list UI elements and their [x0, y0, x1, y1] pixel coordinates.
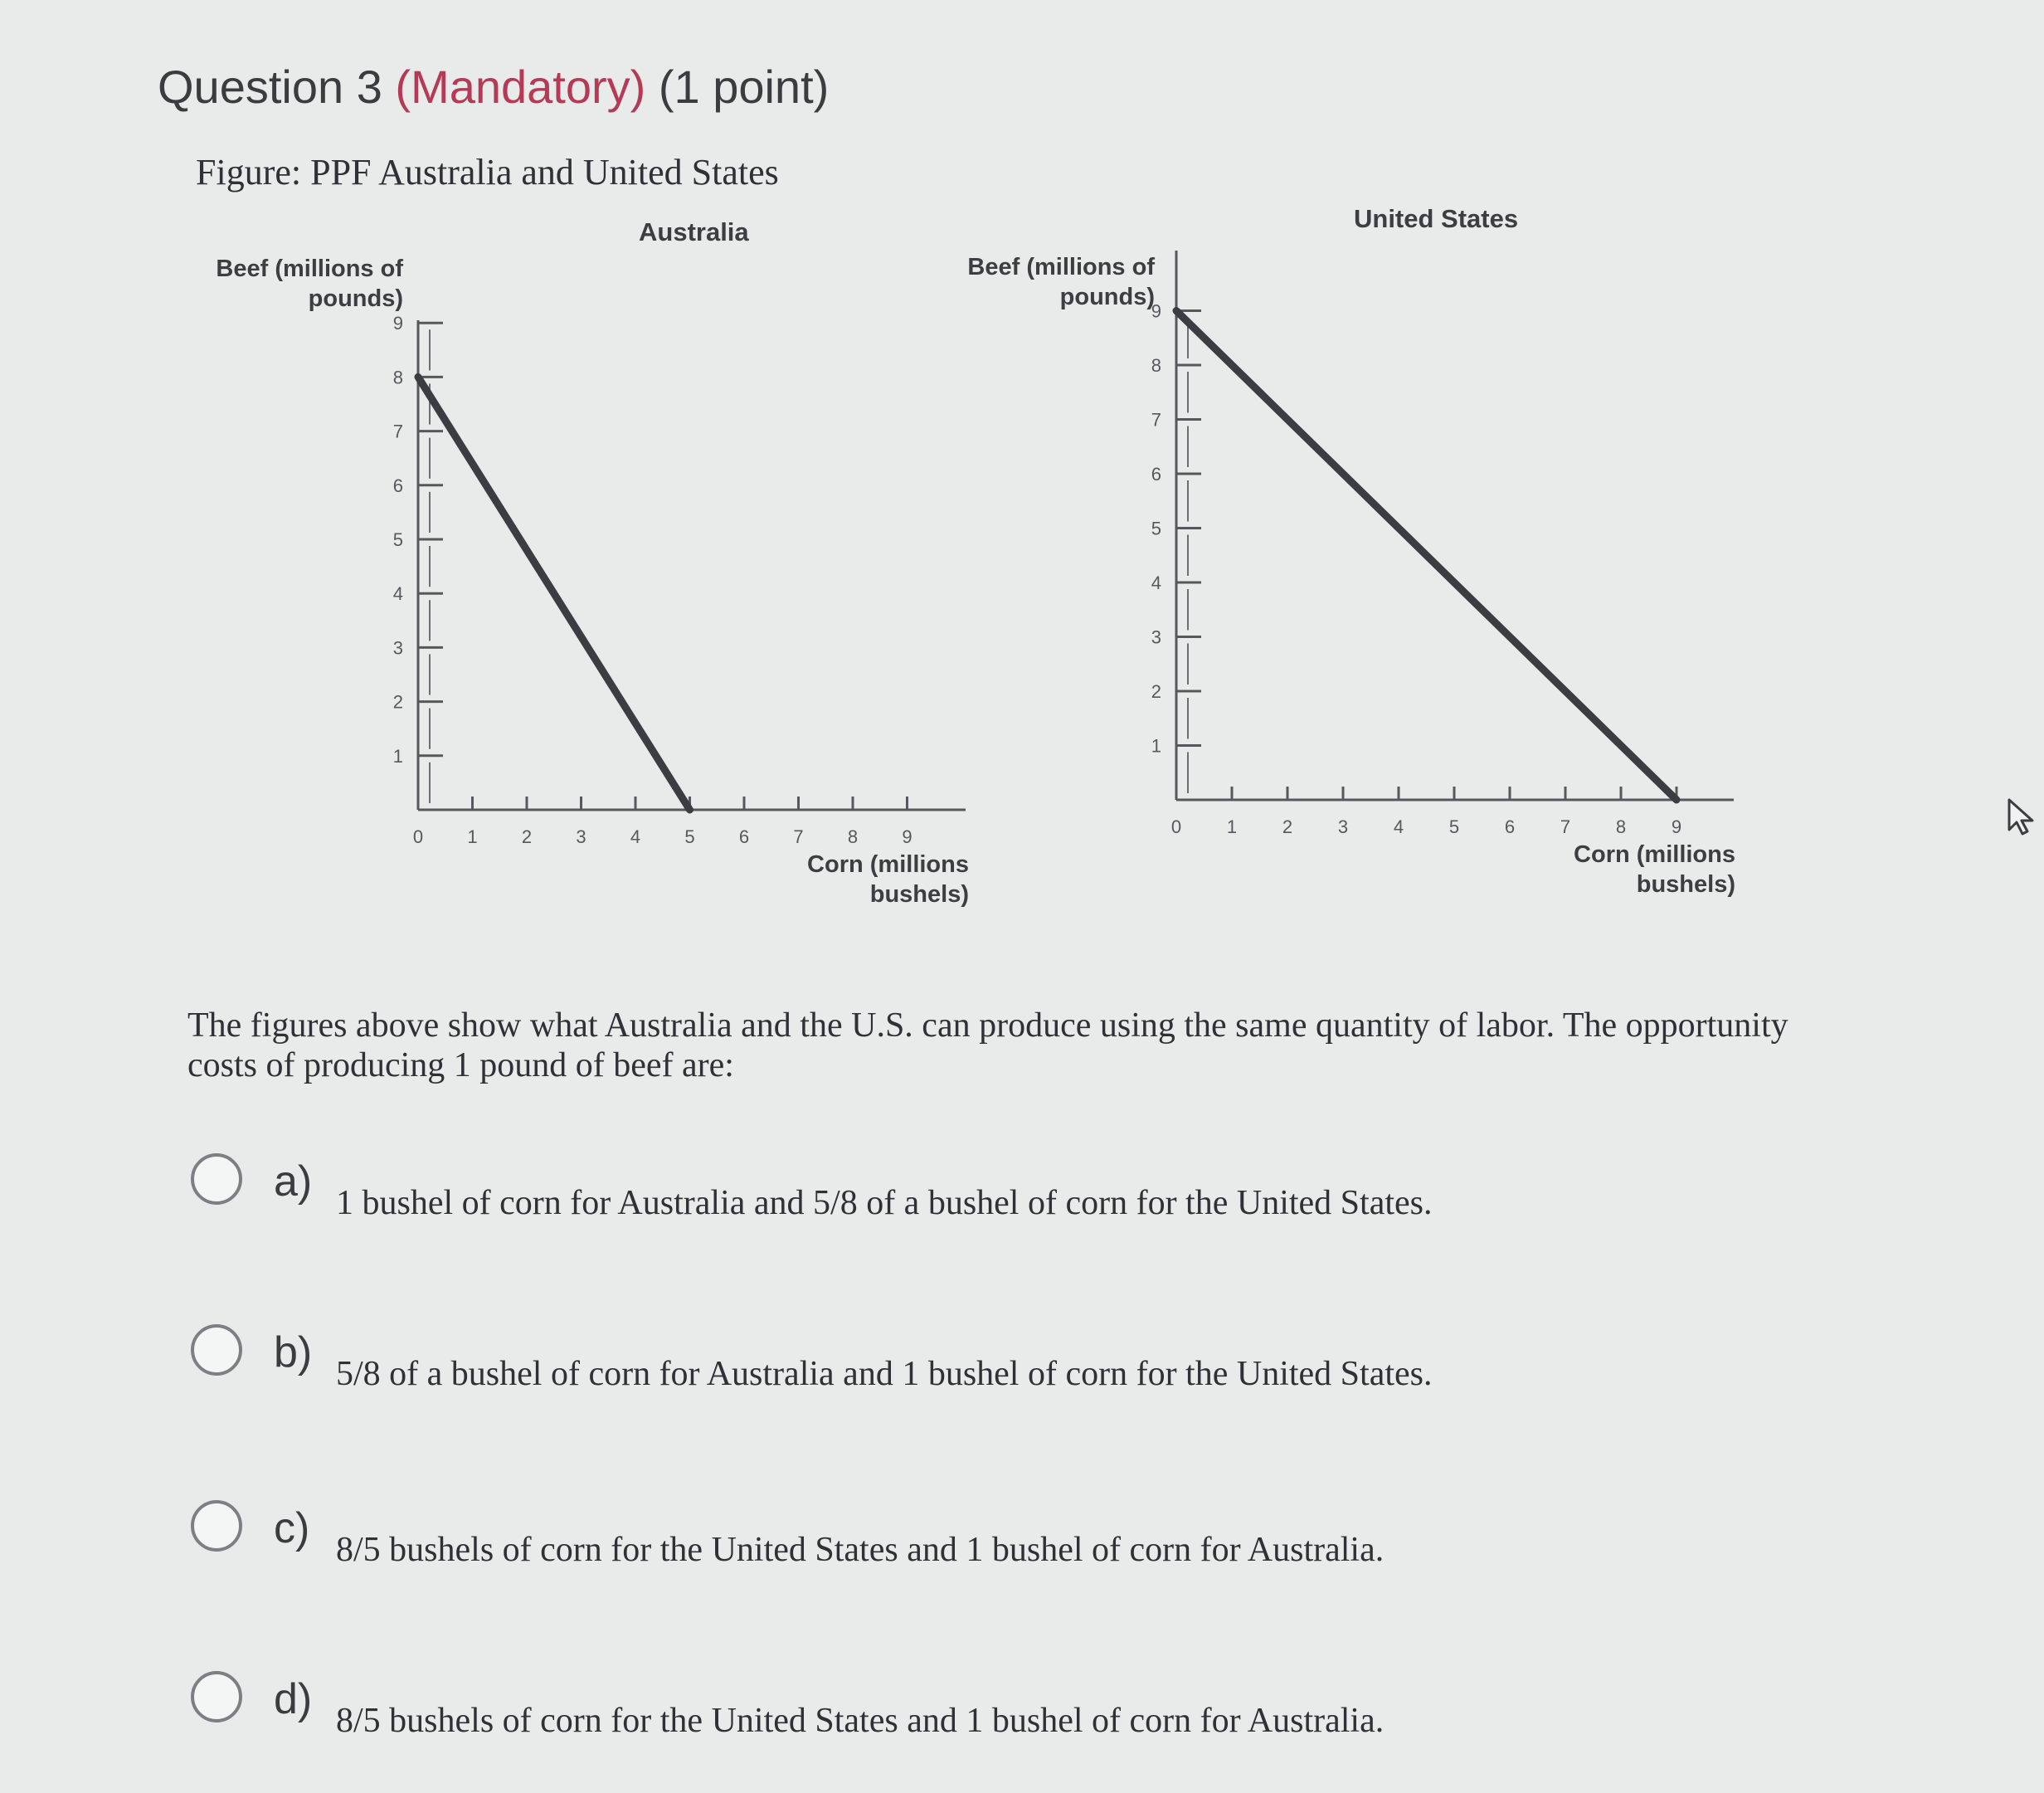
us-y-tick-label: 1 — [1151, 735, 1161, 757]
us-x-label-line1: Corn (millions — [1574, 841, 1735, 868]
australia-y-tick-label: 5 — [392, 529, 403, 550]
australia-y-label-line2: pounds) — [308, 285, 403, 312]
us-chart-title: United States — [1354, 204, 1519, 233]
australia-y-tick-label: 2 — [392, 691, 403, 713]
australia-x-tick-label: 5 — [684, 826, 695, 847]
us-x-tick-label: 3 — [1337, 816, 1349, 837]
option-letter: a) — [274, 1157, 313, 1206]
australia-ppf-line — [418, 377, 690, 810]
option-d[interactable] — [191, 1671, 1684, 1746]
australia-x-tick-label: 6 — [738, 826, 750, 847]
us-ppf-chart — [1151, 251, 1734, 837]
radio-c[interactable] — [191, 1500, 242, 1552]
australia-y-tick-label: 4 — [392, 583, 403, 605]
question-number: Question 3 — [158, 61, 382, 113]
australia-y-tick-label: 7 — [392, 421, 403, 442]
us-ppf-line — [1176, 311, 1677, 801]
mandatory-label: (Mandatory) — [395, 61, 646, 113]
us-y-tick-label: 9 — [1151, 300, 1161, 322]
option-letter: c) — [274, 1504, 310, 1552]
australia-ppf-chart — [393, 313, 966, 847]
option-text: 8/5 bushels of corn for the United States and 1 bushel of corn for Australia. — [336, 1702, 1385, 1740]
australia-x-tick-label: 3 — [576, 826, 586, 847]
australia-x-tick-label: 1 — [467, 826, 478, 847]
figure-caption: Figure: PPF Australia and United States — [196, 152, 779, 192]
question-stem: The figures above show what Australia and the U.S. can produce using the same quantity of labor. The opportunity costs of producing 1 pound of beef are: — [187, 1006, 1788, 1084]
option-text: 8/5 bushels of corn for the United States and 1 bushel of corn for Australia. — [336, 1531, 1385, 1569]
us-x-label-line2: bushels) — [1636, 871, 1735, 898]
australia-y-label-line1: Beef (millions of — [216, 256, 403, 282]
us-y-label-line2: pounds) — [1059, 284, 1155, 310]
australia-y-tick-label: 9 — [392, 313, 403, 334]
australia-x-label-line2: bushels) — [869, 881, 969, 908]
us-y-tick-label: 7 — [1151, 409, 1161, 431]
mouse-pointer-icon — [2006, 797, 2039, 836]
option-text: 1 bushel of corn for Australia and 5/8 of a bushel of corn for the United States. — [336, 1184, 1433, 1222]
australia-x-tick-label: 8 — [847, 826, 859, 847]
us-x-tick-label: 5 — [1448, 816, 1460, 837]
us-y-tick-label: 3 — [1151, 626, 1161, 648]
us-y-tick-label: 8 — [1151, 355, 1161, 376]
us-y-tick-label: 2 — [1151, 681, 1161, 702]
option-b[interactable] — [191, 1324, 1684, 1399]
australia-y-tick-label: 1 — [392, 745, 403, 767]
australia-x-label-line1: Corn (millions — [807, 851, 969, 878]
us-x-tick-label: 6 — [1504, 816, 1516, 837]
australia-x-tick-label: 0 — [412, 826, 424, 847]
australia-chart-title: Australia — [639, 217, 749, 246]
australia-y-tick-label: 8 — [392, 367, 403, 388]
us-y-label-line1: Beef (millions of — [967, 254, 1155, 280]
us-y-tick-label: 4 — [1151, 572, 1161, 593]
us-y-tick-label: 6 — [1151, 464, 1161, 485]
us-x-tick-label: 8 — [1615, 816, 1627, 837]
us-x-tick-label: 1 — [1226, 816, 1238, 837]
radio-d[interactable] — [191, 1671, 242, 1722]
us-y-tick-label: 5 — [1151, 518, 1161, 539]
option-text: 5/8 of a bushel of corn for Australia and 1 bushel of corn for the United States. — [336, 1355, 1433, 1393]
option-letter: d) — [274, 1675, 313, 1723]
australia-x-tick-label: 2 — [521, 826, 533, 847]
australia-x-tick-label: 7 — [793, 826, 804, 847]
option-letter: b) — [274, 1328, 313, 1376]
us-x-tick-label: 9 — [1671, 816, 1682, 837]
us-x-tick-label: 4 — [1393, 816, 1404, 837]
australia-x-tick-label: 9 — [902, 826, 912, 847]
us-x-tick-label: 2 — [1282, 816, 1293, 837]
option-c[interactable] — [191, 1500, 1684, 1575]
australia-y-tick-label: 6 — [392, 475, 403, 496]
us-x-tick-label: 0 — [1170, 816, 1182, 837]
us-x-tick-label: 7 — [1560, 816, 1571, 837]
radio-a[interactable] — [191, 1153, 242, 1205]
radio-b[interactable] — [191, 1324, 242, 1376]
australia-x-tick-label: 4 — [630, 826, 641, 847]
option-a[interactable] — [191, 1153, 1684, 1228]
points-label: (1 point) — [658, 61, 830, 113]
australia-y-tick-label: 3 — [392, 637, 403, 659]
